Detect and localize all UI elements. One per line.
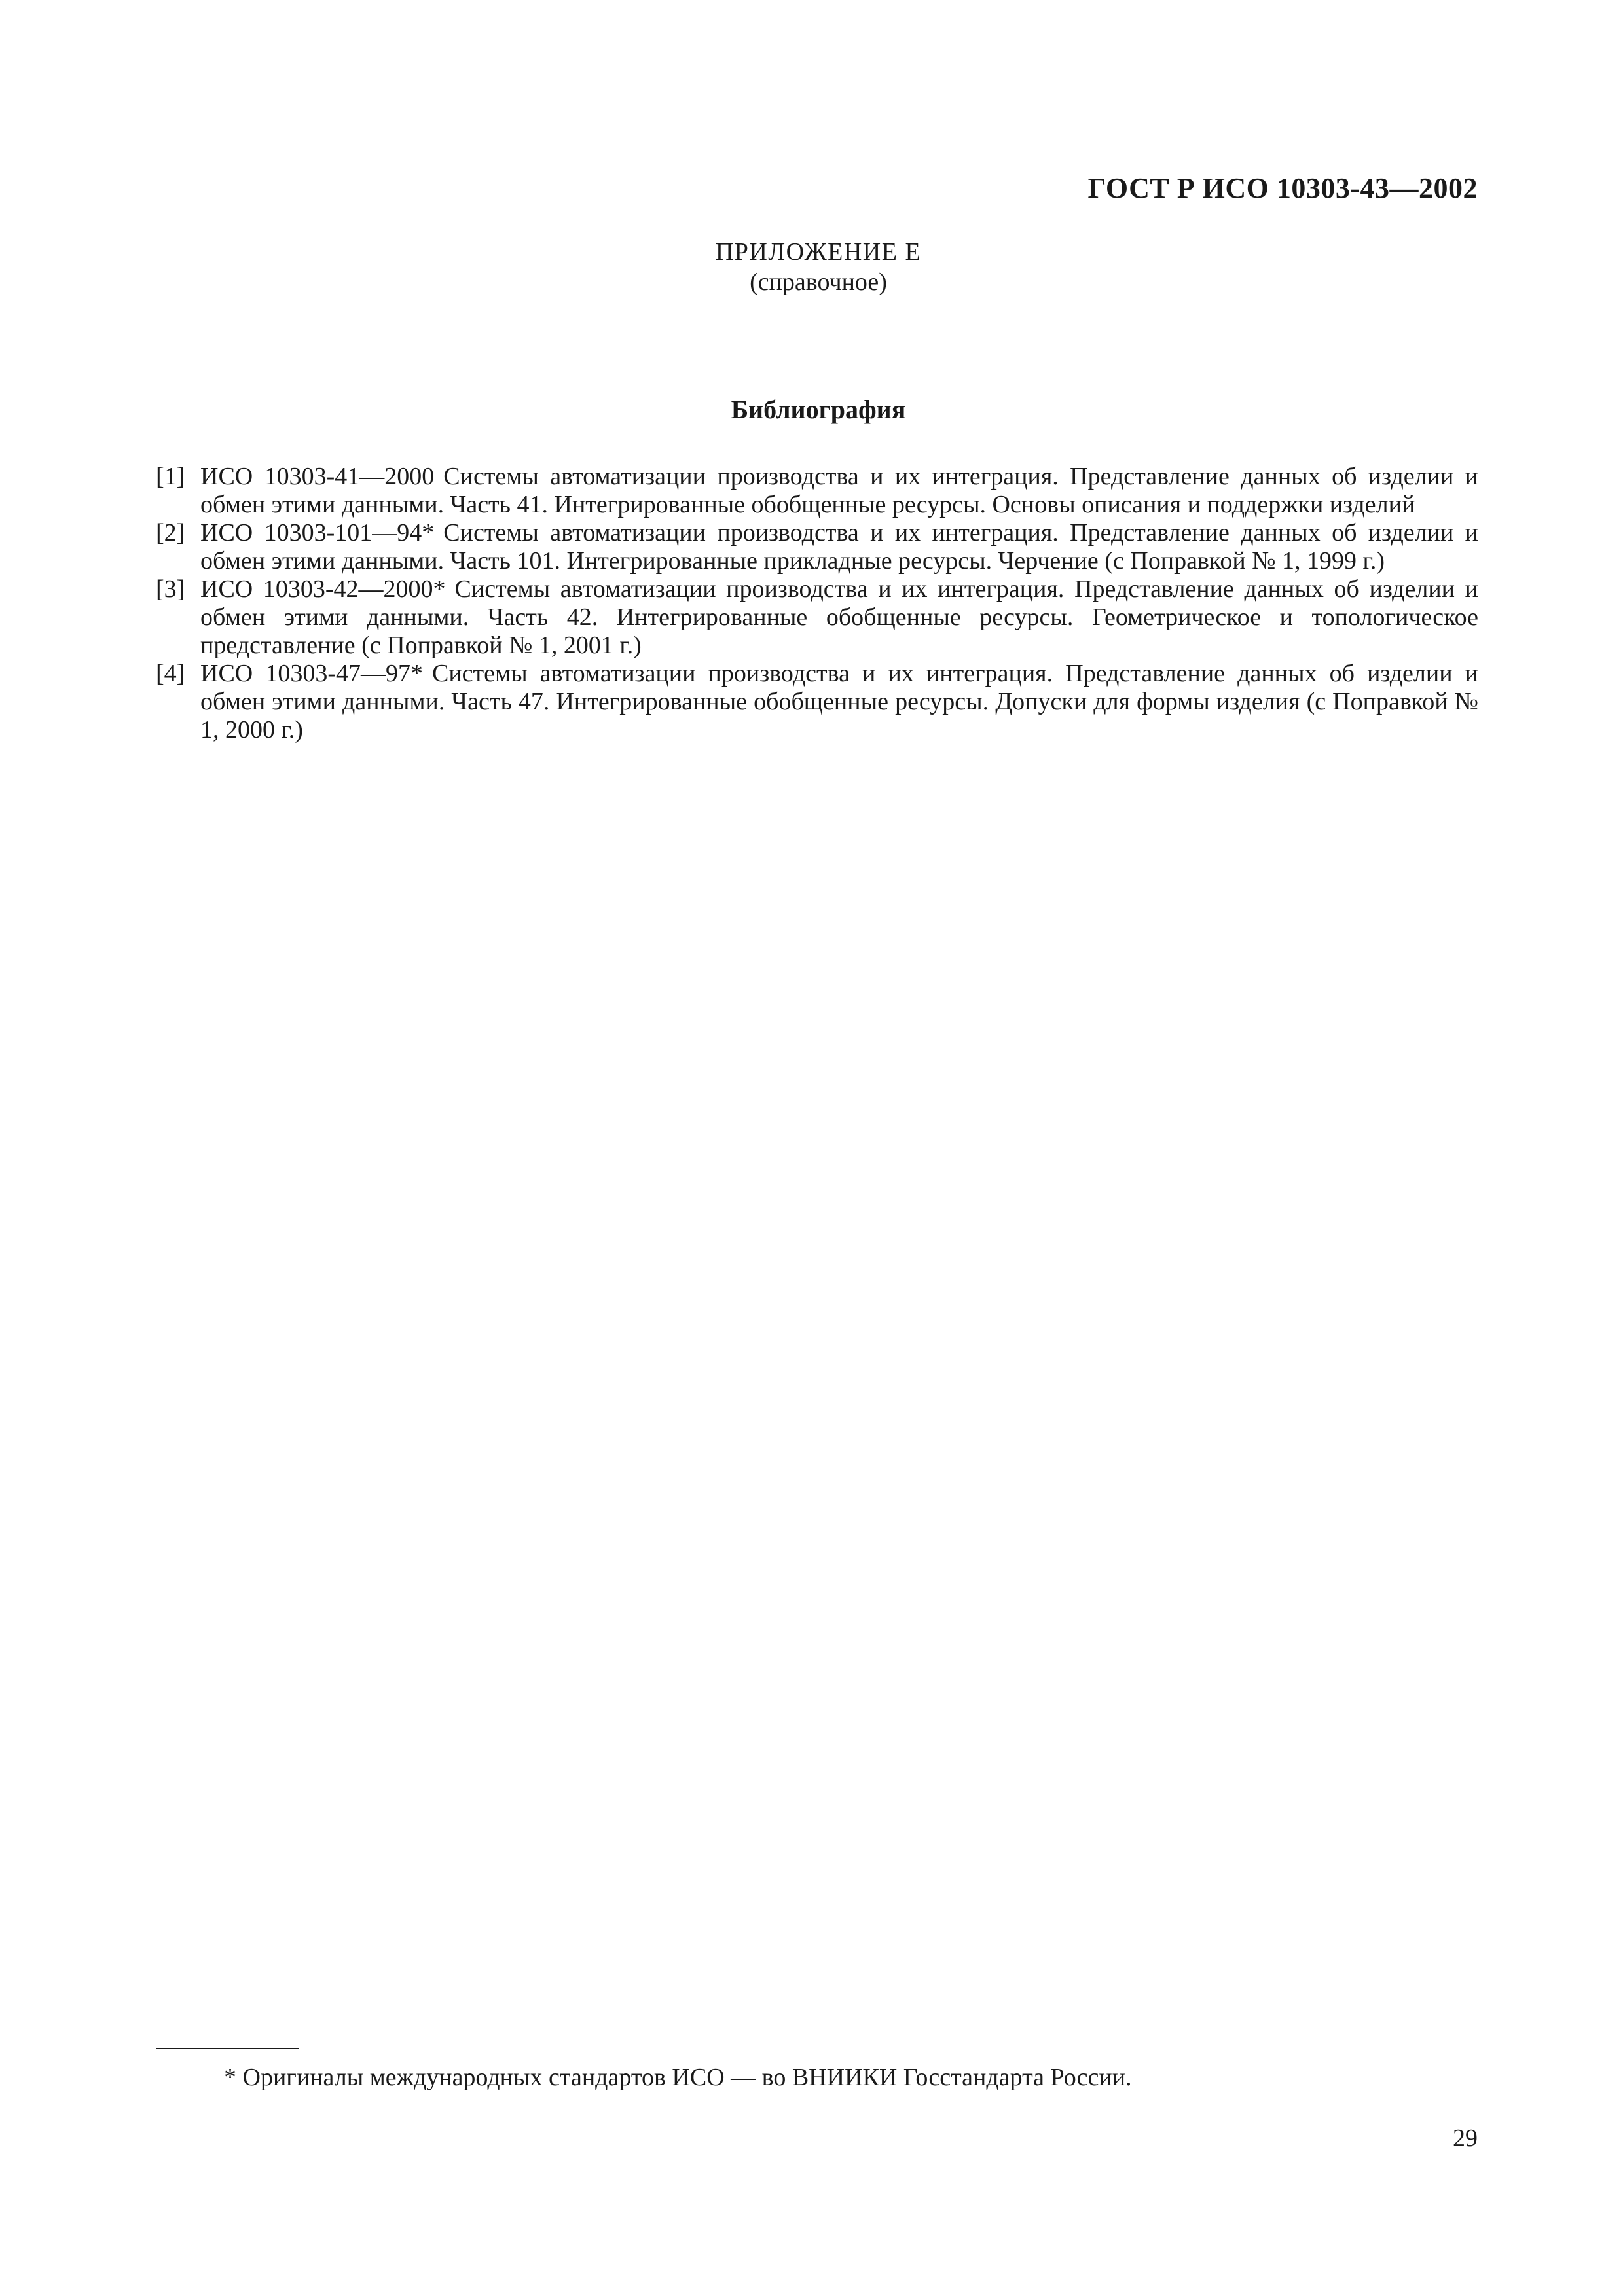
entry-text: Системы автоматизации производства и их интеграция. Представление данных об изделии и обмен этими данными. Часть 101. Интегрированные прикладные ресурсы. Черчение (с Поправкой № 1, 1999 г.) bbox=[200, 519, 1478, 575]
entry-code: ИСО 10303-41—2000 bbox=[200, 463, 435, 490]
entry-text: Системы автоматизации производства и их интеграция. Представление данных об изделии и обмен этими данными. Часть 47. Интегрированные обобщенные ресурсы. Допуски для формы изделия (с Поправкой № 1, 2000 г.) bbox=[200, 660, 1479, 744]
document-code: ГОСТ Р ИСО 10303-43—2002 bbox=[1087, 172, 1478, 204]
bibliography-entry bbox=[156, 463, 1478, 519]
appendix-heading bbox=[694, 237, 943, 297]
section-title: Библиография bbox=[731, 395, 906, 424]
entry-text: Системы автоматизации производства и их интеграция. Представление данных об изделии и обмен этими данными. Часть 41. Интегрированные обобщенные ресурсы. Основы описания и поддержки изделий bbox=[200, 463, 1478, 518]
bibliography-entry bbox=[156, 660, 1478, 744]
footnote: * Оригиналы международных стандартов ИСО — во ВНИИКИ Госстандарта России. bbox=[224, 2064, 1132, 2091]
entry-code: ИСО 10303-101—94* bbox=[200, 519, 435, 547]
footnote-divider bbox=[156, 2048, 299, 2049]
bibliography-entry bbox=[156, 519, 1478, 575]
entry-text: Системы автоматизации производства и их интеграция. Представление данных об изделии и обмен этими данными. Часть 42. Интегрированные обобщенные ресурсы. Геометрическое и топологическое представление (с Поправкой № 1, 2001 г.) bbox=[200, 575, 1479, 659]
entry-number: [2] bbox=[156, 519, 185, 547]
entry-code: ИСО 10303-42—2000* bbox=[200, 575, 446, 603]
page-number: 29 bbox=[1453, 2125, 1478, 2152]
entry-number: [4] bbox=[156, 660, 185, 687]
entry-number: [3] bbox=[156, 575, 185, 603]
bibliography-entry bbox=[156, 575, 1478, 660]
entry-code: ИСО 10303-47—97* bbox=[200, 660, 423, 687]
appendix-subtitle: (справочное) bbox=[750, 268, 887, 296]
bibliography-list bbox=[156, 463, 1478, 744]
appendix-title: ПРИЛОЖЕНИЕ Е bbox=[715, 238, 922, 266]
entry-number: [1] bbox=[156, 463, 185, 490]
